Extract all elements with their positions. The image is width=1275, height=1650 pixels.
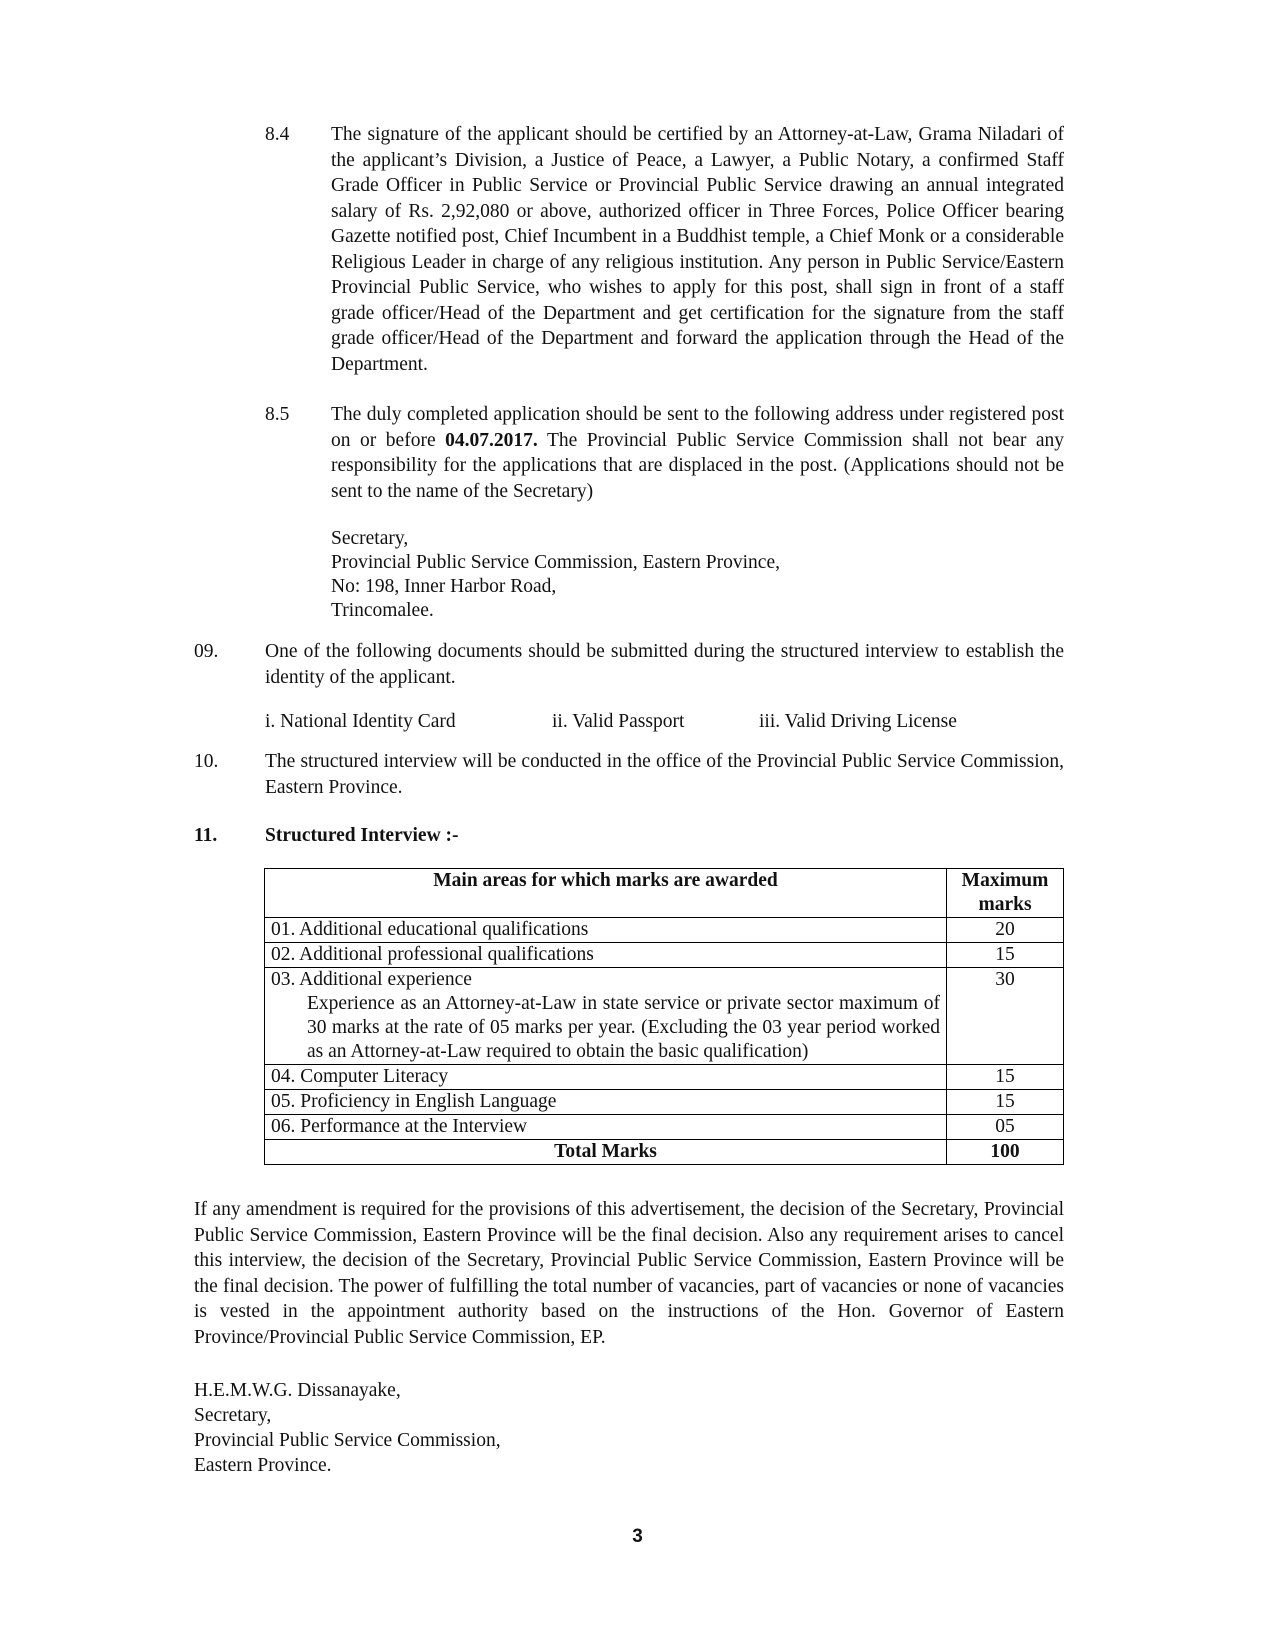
area-cell: 04. Computer Literacy: [265, 1065, 947, 1090]
section-number-8-5: 8.5: [265, 404, 290, 425]
table-row: [265, 968, 1064, 1065]
signatory-name: H.E.M.W.G. Dissanayake,: [194, 1380, 401, 1401]
total-label: Total Marks: [265, 1140, 947, 1165]
marks-cell: 15: [947, 943, 1064, 968]
section-number-10: 10.: [194, 751, 219, 772]
marks-cell: 05: [947, 1115, 1064, 1140]
section-10-text: The structured interview will be conducted in the office of the Provincial Public Service Commission, Eastern Province.: [265, 751, 1064, 798]
mailing-address: [331, 527, 1064, 623]
address-line: Trincomalee.: [331, 600, 434, 621]
header-area: Main areas for which marks are awarded: [265, 869, 947, 918]
table-row: [265, 1090, 1064, 1115]
marks-cell: 30: [947, 968, 1064, 1065]
table-row: [265, 1065, 1064, 1090]
signatory-title: Secretary,: [194, 1405, 272, 1426]
section-11-heading: Structured Interview :-: [265, 825, 459, 846]
section-8-5-text: [331, 402, 1064, 504]
section-8-4-text: The signature of the applicant should be certified by an Attorney-at-Law, Grama Niladari of the applicant’s Division, a Justice of Peace, a Lawyer, a Public Notary, a confirmed Staff Grade Officer in Public Service or Provincial Public Service drawing an annual integrated salary of Rs. 2,92,080 or above, authorized officer in Three Forces, Police Officer bearing Gazette notified post, Chief Incumbent in a Buddhist temple, a Chief Monk or a considerable Religious Leader in charge of any religious institution. Any person in Public Service/Eastern Provincial Public Service, who wishes to apply for this post, shall sign in front of a staff grade officer/Head of the Department and get certification for the signature from the staff grade officer/Head of the Department and forward the application through the Head of the Department.: [331, 124, 1064, 375]
table-row: [265, 943, 1064, 968]
table-total-row: [265, 1140, 1064, 1165]
signature-block: [194, 1378, 501, 1478]
marks-cell: 20: [947, 918, 1064, 943]
address-line: Secretary,: [331, 528, 409, 549]
section-number-11: 11.: [194, 825, 218, 846]
area-cell: 05. Proficiency in English Language: [265, 1090, 947, 1115]
table-row: [265, 918, 1064, 943]
area-cell: [265, 968, 947, 1065]
marks-cell: 15: [947, 1065, 1064, 1090]
address-line: Provincial Public Service Commission, Eastern Province,: [331, 552, 780, 573]
area-cell: 06. Performance at the Interview: [265, 1115, 947, 1140]
page-number: 3: [632, 1526, 643, 1547]
table-row: [265, 1115, 1064, 1140]
section-number-09: 09.: [194, 641, 219, 662]
total-marks: 100: [947, 1140, 1064, 1165]
table-header-row: [265, 869, 1064, 918]
section-8-5-text-after: The Provincial Public Service Commission shall not bear any responsibility for the applications that are displaced in the post. (Applications should not be sent to the name of the Secretary): [331, 429, 1065, 502]
closing-paragraph: If any amendment is required for the provisions of this advertisement, the decision of the Secretary, Provincial Public Service Commission, Eastern Province will be the final decision. Also any requirement arises to cancel this interview, the decision of the Secretary, Provincial Public Service Commission, Eastern Province will be the final decision. The power of fulfilling the total number of vacancies, part of vacancies or none of vacancies is vested in the appointment authority based on the instructions of the Hon. Governor of Eastern Province/Provincial Public Service Commission, EP.: [194, 1199, 1064, 1348]
marks-cell: 15: [947, 1090, 1064, 1115]
area-detail: Experience as an Attorney-at-Law in state service or private sector maximum of 30 marks at the rate of 05 marks per year. (Excluding the 03 year period worked as an Attorney-at-Law required to obtain the basic qualification): [307, 993, 940, 1062]
marks-table: [264, 868, 1064, 1165]
document-item: ii. Valid Passport: [552, 711, 685, 732]
signatory-organization: Provincial Public Service Commission,: [194, 1430, 501, 1451]
address-line: No: 198, Inner Harbor Road,: [331, 576, 557, 597]
area-title: 03. Additional experience: [271, 969, 472, 990]
section-8-5-text-before: The duly completed application should be sent to the following address under registered post on or before: [331, 404, 1064, 451]
header-max-marks: Maximum marks: [947, 869, 1064, 918]
section-09-text: One of the following documents should be submitted during the structured interview to establish the identity of the applicant.: [265, 641, 1064, 688]
deadline-date: 04.07.2017.: [445, 429, 538, 451]
section-number-8-4: 8.4: [265, 124, 290, 145]
document-item: iii. Valid Driving License: [759, 711, 957, 732]
area-cell: 01. Additional educational qualifications: [265, 918, 947, 943]
document-item: i. National Identity Card: [265, 711, 456, 732]
area-cell: 02. Additional professional qualifications: [265, 943, 947, 968]
signatory-province: Eastern Province.: [194, 1455, 332, 1476]
